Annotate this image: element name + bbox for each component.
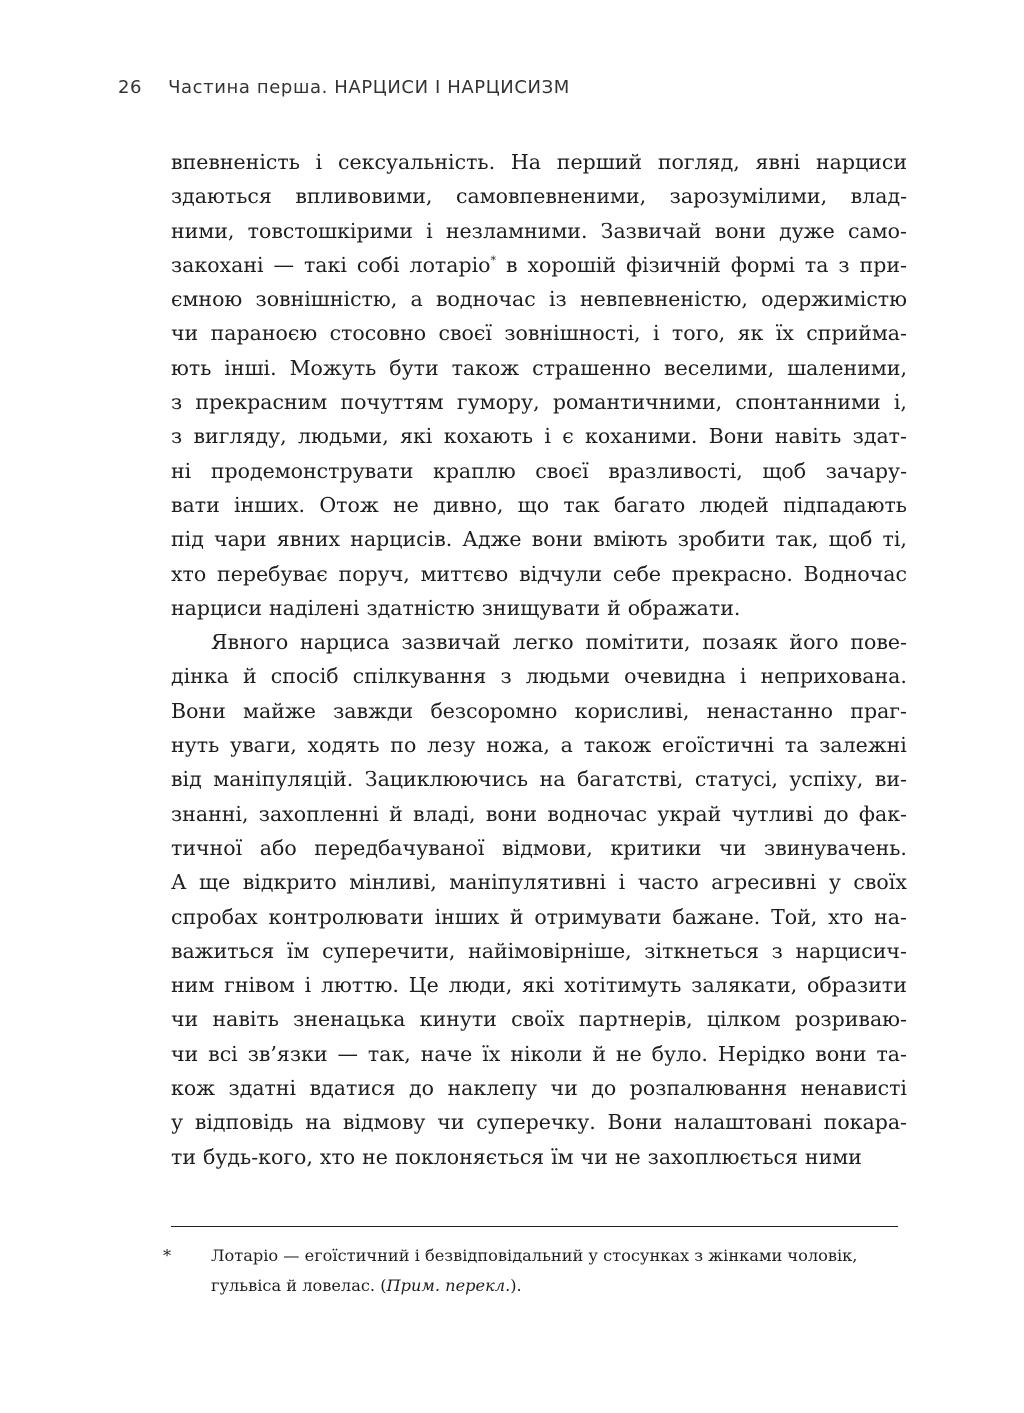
text-line: А ще відкрито мінливі, маніпулятивні і часто агресивні у своїх	[171, 870, 907, 895]
text-line: здаються впливовими, самовпевненими, зарозумілими, влад-	[171, 184, 907, 209]
running-title: Частина перша. НАРЦИСИ І НАРЦИСИЗМ	[168, 77, 570, 98]
text-line: важиться їм суперечити, найімовірніше, зіткнеться з нарцисич-	[171, 938, 907, 963]
text-line: ні продемонструвати краплю своєї вразливості, щоб зачару-	[171, 458, 907, 483]
paragraph-1	[171, 145, 907, 625]
footnote	[163, 1241, 903, 1301]
text-line: закохані — такі собі лотаріо* в хорошій фізичній формі та з при-	[171, 252, 907, 277]
text-line: кож здатні вдатися до наклепу чи до розпалювання ненависті	[171, 1076, 907, 1101]
text-line: ти будь-кого, хто не поклоняється їм чи не захоплюється ними	[171, 1144, 862, 1169]
text-line: у відповідь на відмову чи суперечку. Вони налаштовані покара-	[171, 1110, 907, 1135]
text-line: ють інші. Можуть бути також страшенно веселими, шаленими,	[171, 355, 907, 380]
text-line: дінка й спосіб спілкування з людьми очевидна і неприхована.	[171, 664, 907, 689]
footnote-italic-note: Прим. перекл.	[386, 1276, 511, 1295]
text-line: впевненість і сексуальність. На перший погляд, явні нарциси	[171, 150, 907, 174]
text-line: Явного нарциса зазвичай легко помітити, позаяк його пове-	[211, 630, 907, 655]
text-line: з вигляду, людьми, які кохають і є коханими. Вони навіть здат-	[171, 424, 907, 449]
paragraph-2	[171, 625, 907, 1174]
text-line: під чари явних нарцисів. Адже вони вміють зробити так, щоб ті,	[171, 527, 907, 552]
footnote-rule	[171, 1226, 898, 1227]
text-line: хто перебуває поруч, миттєво відчули себе прекрасно. Водночас	[171, 561, 907, 586]
text-line: вати інших. Отож не дивно, що так багато людей підпадають	[171, 492, 907, 517]
text-line: тичної або передбачуваної відмови, критики чи звинувачень.	[171, 835, 907, 860]
footnote-mark: *	[163, 1246, 172, 1265]
text-line: з прекрасним почуттям гумору, романтичними, спонтанними і,	[171, 390, 907, 415]
text-line: ємною зовнішністю, а водночас із невпевненістю, одержимістю	[171, 287, 907, 312]
text-line: спробах контролювати інших й отримувати бажане. Той, хто на-	[171, 904, 907, 929]
footnote-reference: *	[490, 254, 496, 268]
text-line: від маніпуляцій. Зациклюючись на багатстві, статусі, успіху, ви-	[171, 767, 907, 792]
running-header	[118, 77, 570, 98]
text-line: нарциси наділені здатністю знищувати й ображати.	[171, 595, 741, 620]
footnote-line-1: Лотаріо — егоїстичний і безвідповідальний у стосунках з жінками чоловік,	[211, 1246, 858, 1265]
footnote-line-2: гульвіса й ловелас. (Прим. перекл.).	[211, 1276, 522, 1295]
text-line: чи параноєю стосовно своєї зовнішності, і того, як їх сприйма-	[171, 321, 907, 346]
text-line: чи навіть зненацька кинути своїх партнерів, цілком розриваю-	[171, 1007, 907, 1032]
body-text	[171, 145, 907, 1174]
text-line: ним гнівом і люттю. Це люди, які хотітимуть залякати, образити	[171, 973, 907, 998]
text-line: чи всі зв’язки — так, наче їх ніколи й не було. Нерідко вони та-	[171, 1041, 907, 1066]
text-line: Вони майже завжди безсоромно корисливі, ненастанно праг-	[171, 698, 907, 723]
text-line: знанні, захопленні й владі, вони водночас украй чутливі до фак-	[171, 801, 907, 826]
text-line: нуть уваги, ходять по лезу ножа, а також егоїстичні та залежні	[171, 733, 907, 758]
page-number: 26	[118, 77, 143, 98]
text-line: ними, товстошкірими і незламними. Зазвичай вони дуже само-	[171, 218, 907, 243]
